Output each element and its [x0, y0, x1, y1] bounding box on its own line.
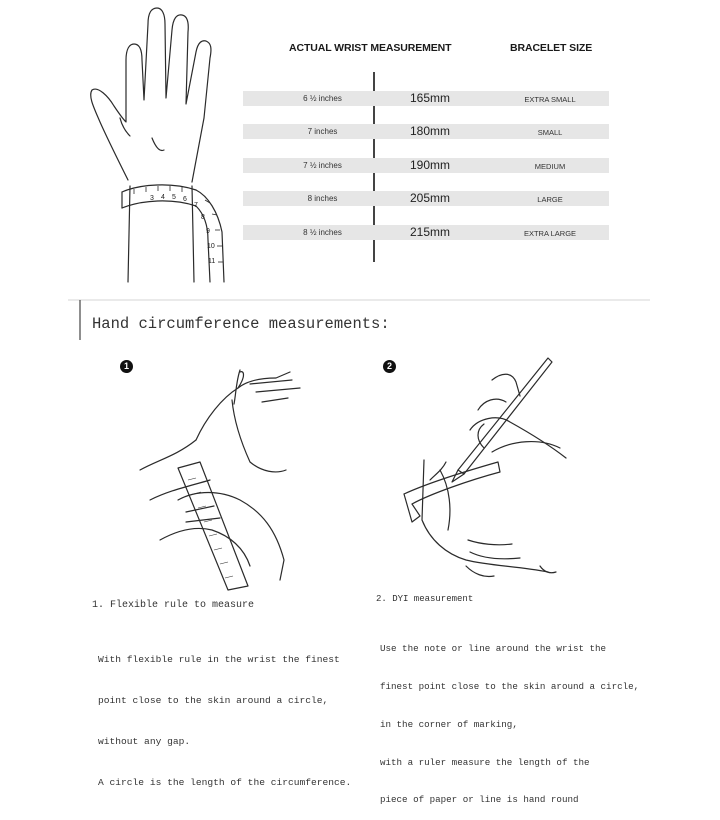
step2-line: with a ruler measure the length of the	[380, 756, 590, 768]
step2-line: Use the note or line around the wrist the	[380, 643, 607, 655]
row-size: EXTRA SMALL	[524, 95, 576, 104]
step1-line: point close to the skin around a circle,	[98, 694, 329, 706]
section-title: Hand circumference measurements:	[92, 315, 390, 333]
row-size: LARGE	[537, 195, 563, 204]
step-badge-2: 2	[383, 360, 396, 373]
row-mm: 190mm	[409, 158, 450, 172]
row-size: SMALL	[537, 128, 563, 137]
row-size: MEDIUM	[534, 162, 566, 171]
step1-caption: 1. Flexible rule to measure	[92, 600, 255, 611]
step1-line: without any gap.	[98, 735, 191, 747]
step2-line: piece of paper or line is hand round	[380, 794, 579, 806]
tape-number: 3	[150, 195, 154, 202]
tape-number: 4	[161, 194, 165, 201]
tape-number: 7	[194, 202, 198, 209]
row-inches: 6 ½ inches	[303, 94, 342, 103]
row-inches: 8 inches	[307, 194, 338, 203]
tape-number: 5	[172, 194, 176, 201]
step1-line: A circle is the length of the circumference.	[98, 776, 352, 788]
tape-number: 6	[183, 196, 187, 203]
tape-number: 11	[208, 258, 216, 265]
row-mm: 165mm	[409, 91, 450, 105]
table-header-measurement: ACTUAL WRIST MEASUREMENT	[289, 42, 452, 54]
step2-description	[380, 618, 639, 820]
tape-number: 10	[207, 243, 215, 250]
row-mm: 180mm	[409, 124, 450, 138]
step2-line: finest point close to the skin around a circle,	[380, 680, 640, 692]
row-inches: 7 inches	[307, 127, 338, 136]
table-header-size: BRACELET SIZE	[510, 42, 593, 54]
row-size: EXTRA LARGE	[523, 229, 577, 238]
step1-line: With flexible rule in the wrist the finest	[98, 654, 340, 666]
row-mm: 215mm	[409, 225, 450, 239]
step-badge-1: 1	[120, 360, 133, 373]
row-inches: 8 ½ inches	[303, 228, 342, 237]
step2-caption: 2. DYI measurement	[376, 594, 474, 604]
step2-line: in the corner of marking,	[380, 718, 518, 730]
row-inches: 7 ½ inches	[303, 161, 342, 170]
tape-number: 9	[206, 228, 210, 235]
tape-number: 8	[201, 214, 205, 221]
row-mm: 205mm	[409, 191, 450, 205]
